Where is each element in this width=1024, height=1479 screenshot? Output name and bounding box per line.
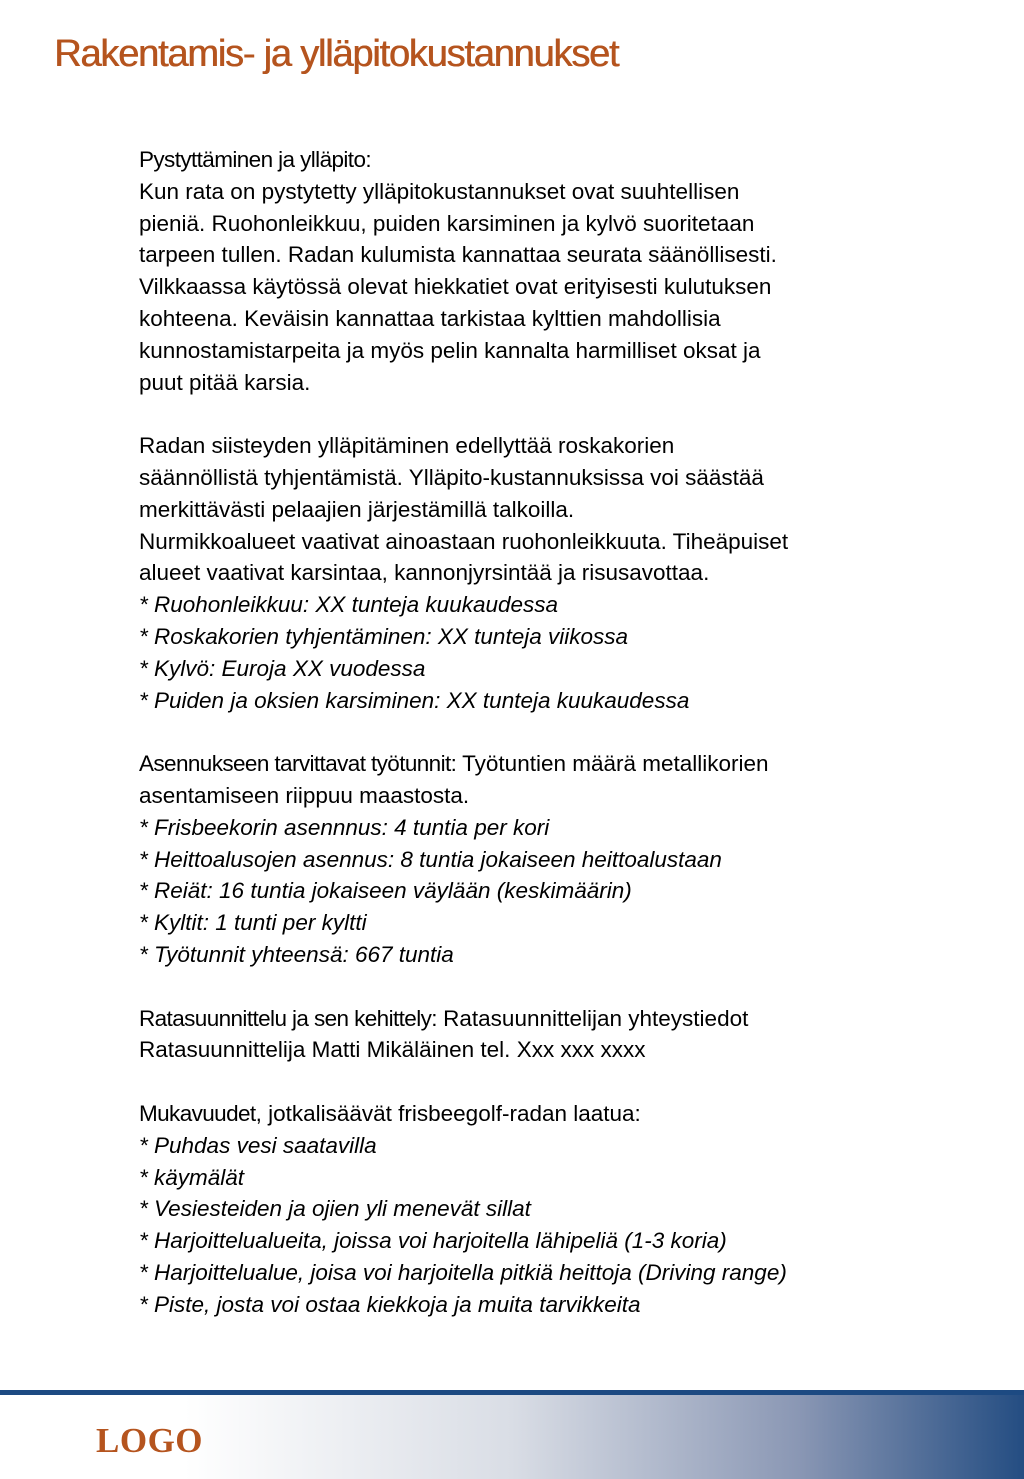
paragraph-line: pieniä. Ruohonleikkuu, puiden karsiminen ja kylvö suoritetaan bbox=[139, 210, 755, 236]
spacer bbox=[139, 971, 939, 1003]
paragraph-line: merkittävästi pelaajien järjestämillä talkoilla. bbox=[139, 496, 575, 522]
paragraph-line: kunnostamistarpeita ja myös pelin kannalta harmilliset oksat ja bbox=[139, 337, 761, 363]
list-item: * Kyltit: 1 tunti per kyltti bbox=[139, 910, 367, 936]
paragraph-line: kohteena. Keväisin kannattaa tarkistaa kylttien mahdollisia bbox=[139, 305, 721, 331]
spacer bbox=[139, 398, 939, 430]
list-item: * Harjoittelualue, joisa voi harjoitella pitkiä heittoja (Driving range) bbox=[139, 1259, 787, 1285]
paragraph-line: alueet vaativat karsintaa, kannonjyrsintää ja risusavottaa. bbox=[139, 560, 710, 586]
section-text: Ratasuunnittelijan yhteystiedot bbox=[436, 1005, 749, 1031]
list-item: * käymälät bbox=[139, 1164, 245, 1190]
paragraph-line: säännöllistä tyhjentämistä. Ylläpito-kustannuksissa voi säästää bbox=[139, 464, 764, 490]
paragraph-line bbox=[139, 1003, 939, 1035]
spacer bbox=[139, 1066, 939, 1098]
section-heading-ratasuunnittelu: Ratasuunnittelu ja sen kehittely: bbox=[139, 1005, 437, 1031]
list-item: * Piste, josta voi ostaa kiekkoja ja muita tarvikkeita bbox=[139, 1291, 641, 1317]
list-item: * Harjoittelualueita, joissa voi harjoitella lähipeliä (1-3 koria) bbox=[139, 1228, 727, 1254]
section-text: , jotkalisäävät frisbeegolf-radan laatua: bbox=[255, 1100, 641, 1126]
paragraph-line: puut pitää karsia. bbox=[139, 369, 311, 395]
list-item: * Puiden ja oksien karsiminen: XX tunteja kuukaudessa bbox=[139, 687, 690, 713]
section-heading-asennus: Asennukseen tarvittavat työtunnit: bbox=[139, 751, 457, 777]
paragraph-line: tarpeen tullen. Radan kulumista kannattaa seurata säänöllisesti. bbox=[139, 242, 777, 268]
list-item: * Roskakorien tyhjentäminen: XX tunteja viikossa bbox=[139, 623, 629, 649]
section-text: Työtuntien määrä metallikorien bbox=[456, 751, 769, 777]
paragraph-line: Nurmikkoalueet vaativat ainoastaan ruohonleikkuuta. Tiheäpuiset bbox=[139, 528, 789, 554]
paragraph-line: asentamiseen riippuu maastosta. bbox=[139, 782, 470, 808]
list-item: * Reiät: 16 tuntia jokaiseen väylään (keskimäärin) bbox=[139, 878, 632, 904]
paragraph-line bbox=[139, 1098, 939, 1130]
logo: LOGO bbox=[96, 1421, 204, 1460]
list-item: * Puhdas vesi saatavilla bbox=[139, 1132, 377, 1158]
spacer bbox=[139, 716, 939, 748]
paragraph-line: Radan siisteyden ylläpitäminen edellyttää roskakorien bbox=[139, 433, 675, 459]
page-title: Rakentamis- ja ylläpitokustannukset bbox=[54, 33, 619, 75]
list-item: * Heittoalusojen asennus: 8 tuntia jokaiseen heittoalustaan bbox=[139, 846, 722, 872]
paragraph-line: Kun rata on pystytetty ylläpitokustannukset ovat suuhtellisen bbox=[139, 178, 740, 204]
section-heading-mukavuudet: Mukavuudet bbox=[139, 1100, 256, 1126]
document-body bbox=[139, 144, 939, 1320]
paragraph-line: Ratasuunnittelija Matti Mikäläinen tel. Xxx xxx xxxx bbox=[139, 1037, 646, 1063]
section-heading-pystyttaminen: Pystyttäminen ja ylläpito: bbox=[139, 147, 372, 172]
list-item: * Työtunnit yhteensä: 667 tuntia bbox=[139, 941, 454, 967]
paragraph-line: Vilkkaassa käytössä olevat hiekkatiet ovat erityisesti kulutuksen bbox=[139, 274, 772, 300]
list-item: * Frisbeekorin asennnus: 4 tuntia per kori bbox=[139, 814, 550, 840]
list-item: * Vesiesteiden ja ojien yli menevät sillat bbox=[139, 1196, 531, 1222]
paragraph-line bbox=[139, 748, 939, 780]
list-item: * Kylvö: Euroja XX vuodessa bbox=[139, 655, 426, 681]
list-item: * Ruohonleikkuu: XX tunteja kuukaudessa bbox=[139, 592, 559, 618]
